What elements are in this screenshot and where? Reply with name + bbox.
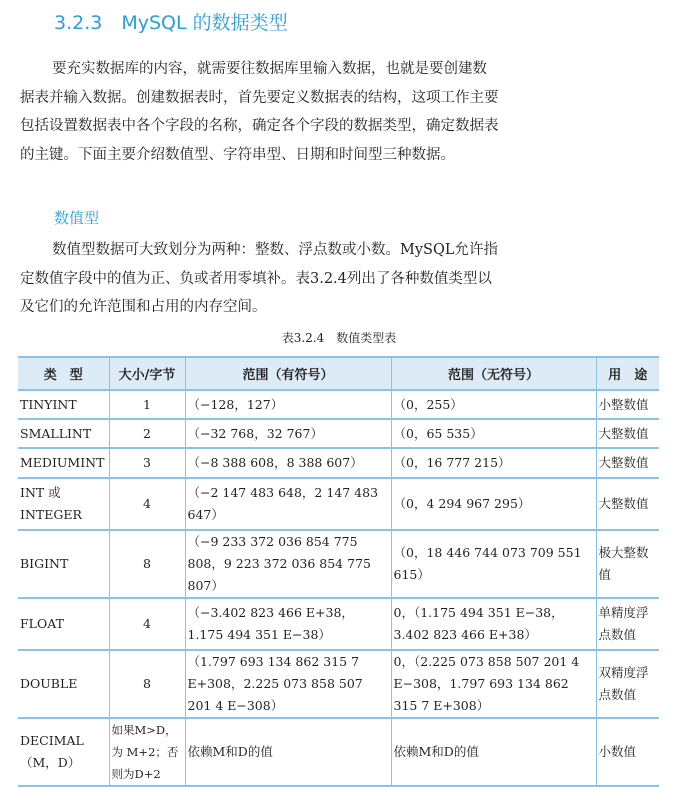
use-cell: 大整数值 [596,419,659,448]
unsigned-range-cell: 0，（1.175 494 351 E−38，3.402 823 466 E+38） [391,598,596,650]
table-row [18,448,659,478]
signed-range-cell: （−128，127） [185,390,391,419]
header-type: 类 型 [18,357,109,390]
table-row [18,419,659,448]
unsigned-range-cell: （0，65 535） [391,419,596,448]
header-unsigned: 范围（无符号） [391,357,596,390]
intro-paragraph: 要充实数据库的内容，就需要往数据库里输入数据，也就是要创建数据表并输入数据。创建数据表时，首先要定义数据表的结构，这项工作主要包括设置数据表中各个字段的名称，确定各个字段的数据类型，确定数据表的主键。下面主要介绍数值型、字符串型、日期和时间型三种数据。 [20,61,499,163]
type-cell: BIGINT [18,530,109,598]
numeric-paragraph: 数值型数据可大致划分为两种：整数、浮点数或小数。MySQL允许指定数值字段中的值为正、负或者用零填补。表3.2.4列出了各种数值类型以及它们的允许范围和占用的内存空间。 [20,242,498,316]
unsigned-range-cell: 依赖M和D的值 [391,718,596,786]
unsigned-range-cell: （0，16 777 215） [391,448,596,478]
type-cell: INT 或INTEGER [18,478,109,530]
signed-range-cell: （1.797 693 134 862 315 7 E+308，2.225 073 858 507 201 4 E−308） [185,650,391,718]
size-cell: 8 [109,650,185,718]
table-row [18,530,659,598]
size-cell: 1 [109,390,185,419]
use-cell: 大整数值 [596,478,659,530]
use-cell: 小数值 [596,718,659,786]
table-caption: 表3.2.4 数值类型表 [281,331,397,345]
size-cell: 8 [109,530,185,598]
type-cell: MEDIUMINT [18,448,109,478]
table-row [18,598,659,650]
use-cell: 大整数值 [596,448,659,478]
table-row [18,478,659,530]
unsigned-range-cell: （0，4 294 967 295） [391,478,596,530]
header-size: 大小/字节 [109,357,185,390]
header-use: 用 途 [596,357,659,390]
section-heading: 3.2.3 MySQL 的数据类型 [54,12,288,34]
use-cell: 单精度浮点数值 [596,598,659,650]
type-cell: DECIMAL（M，D） [18,718,109,786]
type-cell: SMALLINT [18,419,109,448]
size-cell: 2 [109,419,185,448]
table-row [18,390,659,419]
size-cell: 3 [109,448,185,478]
signed-range-cell: （−8 388 608，8 388 607） [185,448,391,478]
size-cell: 4 [109,478,185,530]
header-signed: 范围（有符号） [185,357,391,390]
type-cell: TINYINT [18,390,109,419]
use-cell: 极大整数值 [596,530,659,598]
type-cell: DOUBLE [18,650,109,718]
use-cell: 小整数值 [596,390,659,419]
numeric-types-table [18,356,659,787]
unsigned-range-cell: 0，（2.225 073 858 507 201 4 E−308，1.797 693 134 862 315 7 E+308） [391,650,596,718]
type-cell: FLOAT [18,598,109,650]
signed-range-cell: （−3.402 823 466 E+38，1.175 494 351 E−38） [185,598,391,650]
signed-range-cell: （−32 768，32 767） [185,419,391,448]
table-row [18,650,659,718]
signed-range-cell: （−9 233 372 036 854 775 808，9 223 372 036 854 775 807） [185,530,391,598]
use-cell: 双精度浮点数值 [596,650,659,718]
size-cell: 如果M>D，为 M+2；否则为D+2 [109,718,185,786]
size-cell: 4 [109,598,185,650]
unsigned-range-cell: （0，18 446 744 073 709 551 615） [391,530,596,598]
subheading: 数值型 [54,209,100,227]
signed-range-cell: （−2 147 483 648，2 147 483 647） [185,478,391,530]
unsigned-range-cell: （0，255） [391,390,596,419]
signed-range-cell: 依赖M和D的值 [185,718,391,786]
